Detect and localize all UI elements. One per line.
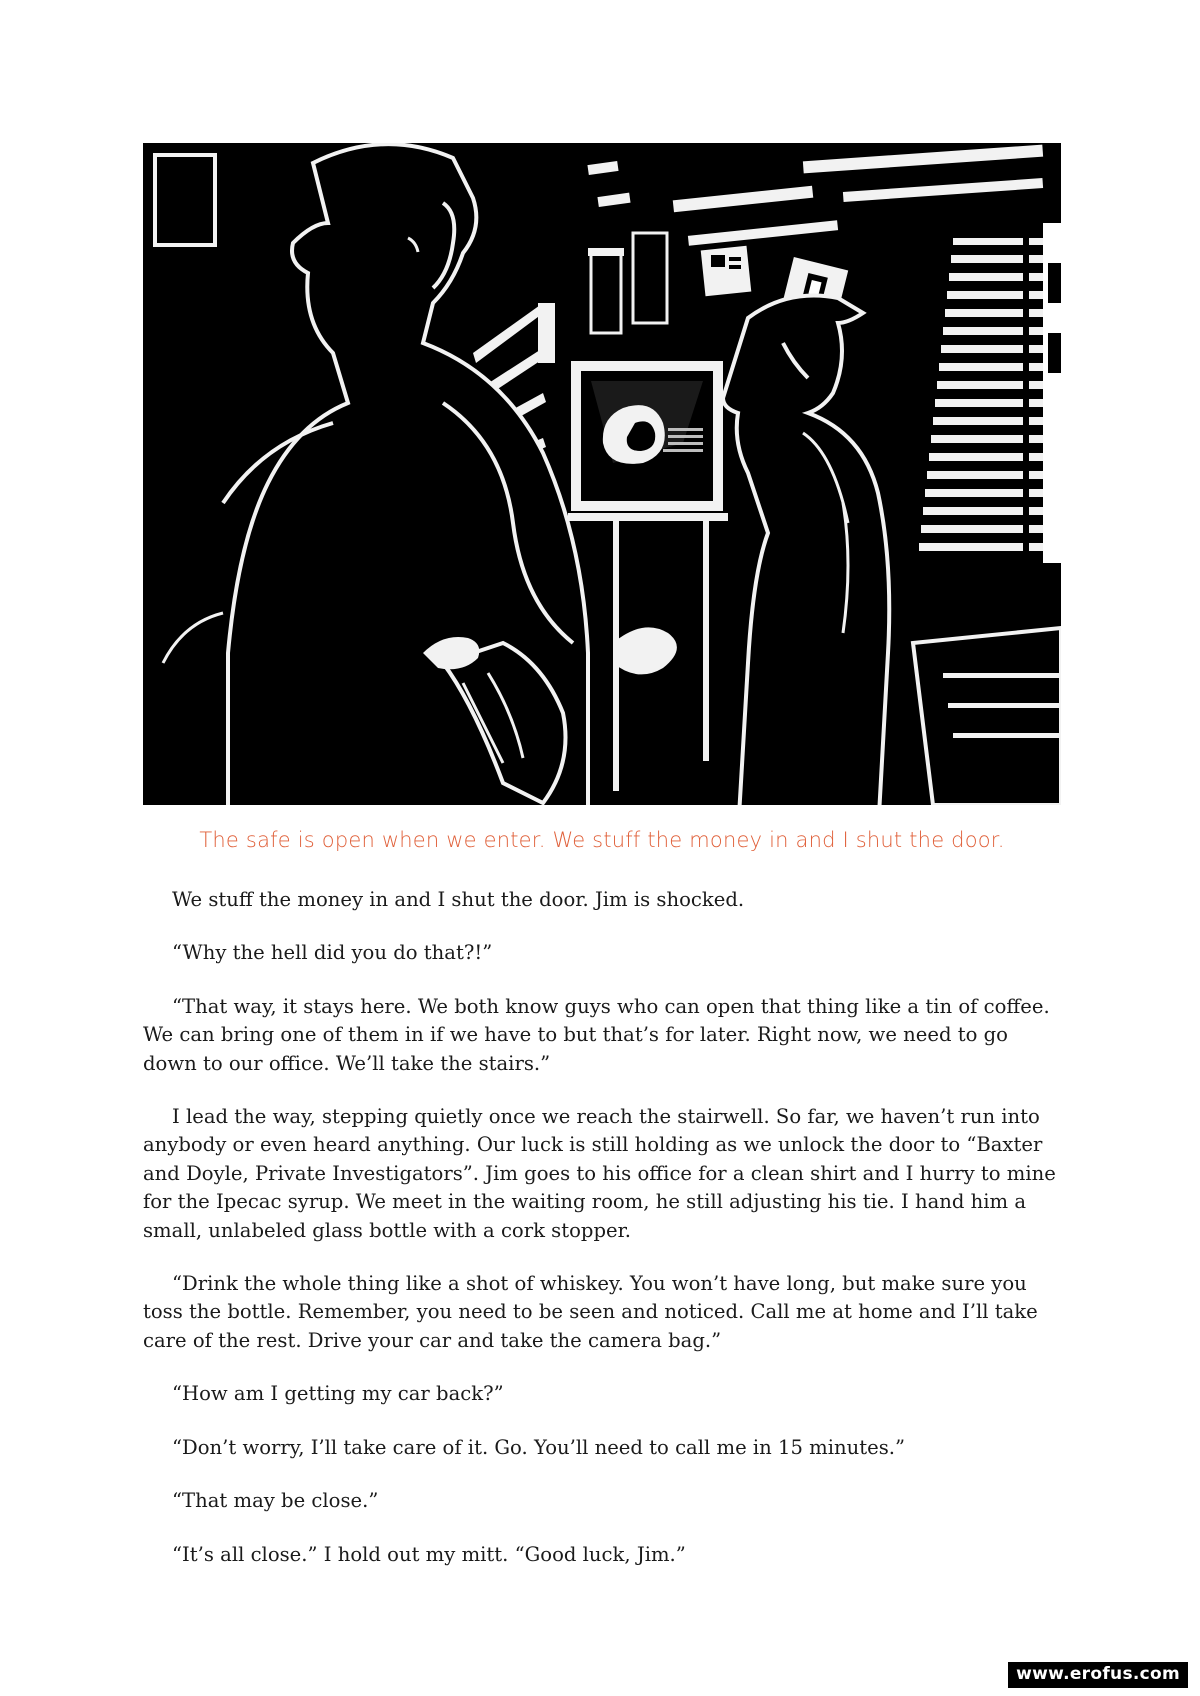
paragraph-7: “Don’t worry, I’ll take care of it. Go. You’ll need to call me in 15 minutes.”	[172, 1435, 906, 1459]
noir-safe-scene-image	[143, 143, 1061, 805]
paragraph-6: “How am I getting my car back?”	[172, 1382, 504, 1406]
story-text	[143, 886, 1063, 1594]
paragraph-3: “That way, it stays here. We both know guys who can open that thing like a tin of coffee. We can bring one of them in if we have to but that’s for later. Right now, we need to go down to our office. We’ll take the stairs.”	[143, 994, 1050, 1075]
watermark: www.erofus.com	[1008, 1662, 1188, 1688]
paragraph-4: I lead the way, stepping quietly once we reach the stairwell. So far, we haven’t run into anybody or even heard anything. Our luck is still holding as we unlock the door to “Baxter and Doyle, Private Investigators”. Jim goes to his office for a clean shirt and I hurry to mine for the Ipecac syrup. We meet in the waiting room, he still adjusting his tie. I hand him a small, unlabeled glass bottle with a cork stopper.	[143, 1105, 1056, 1242]
illustration-caption: The safe is open when we enter. We stuff the money in and I shut the door.	[199, 828, 1005, 852]
paragraph-1: We stuff the money in and I shut the door. Jim is shocked.	[172, 888, 745, 911]
paragraph-8: “That may be close.”	[172, 1489, 379, 1513]
paragraph-2: “Why the hell did you do that?!”	[172, 941, 493, 965]
paragraph-5: “Drink the whole thing like a shot of whiskey. You won’t have long, but make sure you toss the bottle. Remember, you need to be seen and noticed. Call me at home and I’ll take care of the rest. Drive your car and take the camera bag.”	[143, 1272, 1038, 1352]
paragraph-9: “It’s all close.” I hold out my mitt. “Good luck, Jim.”	[172, 1542, 686, 1566]
